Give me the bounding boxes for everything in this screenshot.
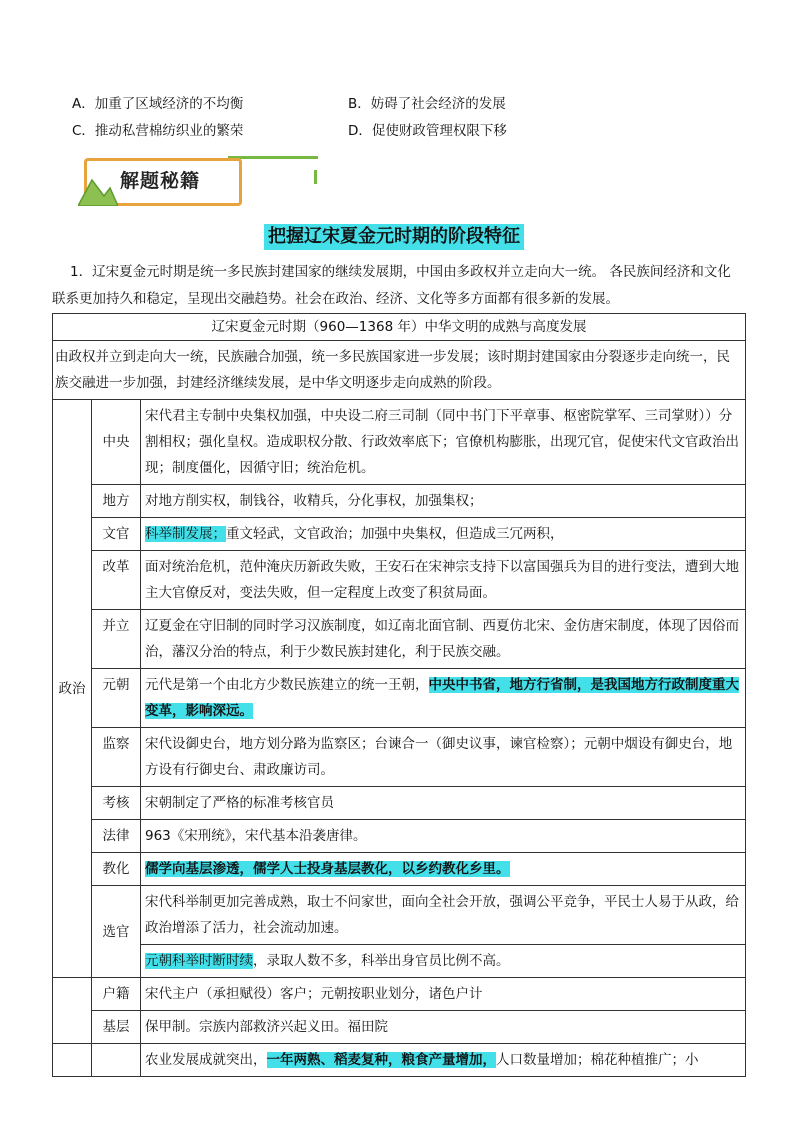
row-label: 基层 (92, 1011, 141, 1044)
mountain-icon (78, 172, 118, 206)
category-empty (53, 1011, 92, 1044)
banner-decoration-line (228, 156, 318, 159)
row-text: 宋代主户（承担赋役）客户；元朝按职业划分，诸色户计 (141, 978, 746, 1011)
row-text-2: 人口数量增加；棉花种植推广；小 (496, 1052, 699, 1068)
row-text: 面对统治危机，范仲淹庆历新政失败，王安石在宋神宗支持下以富国强兵为目的进行变法，遭到大地主大官僚反对，变法失败，但一定程度上改变了积贫局面。 (141, 551, 746, 610)
row-label: 地方 (92, 485, 141, 518)
row-text: 宋代君主专制中央集权加强，中央设二府三司制（同中书门下平章事、枢密院掌军、三司掌财））分割相权；强化皇权。造成职权分散、行政效率底下；官僚机构膨胀，出现冗官，促使宋代文官政治出现；制度僵化，因循守旧；统治危机。 (141, 400, 746, 485)
row-label: 元朝 (92, 669, 141, 728)
table-title-row (53, 314, 746, 341)
intro-paragraph: 1．辽宋夏金元时期是统一多民族封建国家的继续发展期，中国由多政权并立走向大一统。 各民族间经济和文化联系更加持久和稳定，呈现出交融趋势。社会在政治、经济、文化等多方面都有很多新的发展。 (52, 264, 731, 307)
table-summary-row (53, 341, 746, 400)
table-row (53, 787, 746, 820)
highlight: 中央中书省，地方行省制，是我国地方行政制度重大变革，影响深远。 (145, 677, 739, 719)
highlight: 一年两熟、稻麦复种，粮食产量增加， (266, 1052, 496, 1068)
option-c: C．推动私营棉纺织业的繁荣 (72, 123, 244, 139)
row-label: 选官 (92, 886, 141, 978)
row-label: 教化 (92, 853, 141, 886)
row-label: 考核 (92, 787, 141, 820)
option-b: B．妨碍了社会经济的发展 (348, 96, 506, 112)
table-row (53, 1011, 746, 1044)
row-text-2 (141, 945, 745, 977)
table-title: 辽宋夏金元时期（960—1368 年）中华文明的成熟与高度发展 (53, 314, 746, 341)
features-table (52, 313, 746, 1077)
row-text: 宋朝制定了严格的标准考核官员 (141, 787, 746, 820)
table-row (53, 518, 746, 551)
table-row (53, 485, 746, 518)
table-row (53, 1044, 746, 1077)
row-text-container (141, 1044, 746, 1077)
row-text-container (141, 853, 746, 886)
row-label: 改革 (92, 551, 141, 610)
row-text: 辽夏金在守旧制的同时学习汉族制度，如辽南北面官制、西夏仿北宋、金仿唐宋制度，体现了因俗而治，藩汉分治的特点，利于少数民族封建化，利于民族交融。 (141, 610, 746, 669)
highlight: 儒学向基层渗透，儒学人士投身基层教化，以乡约教化乡里。 (145, 861, 510, 877)
table-row (53, 978, 746, 1011)
option-d: D．促使财政管理权限下移 (348, 123, 507, 139)
row-label: 文官 (92, 518, 141, 551)
category-empty (53, 978, 92, 1011)
banner-decoration-mark (314, 170, 317, 184)
row-text: 重文轻武，文官政治；加强中央集权，但造成三冗两积， (226, 526, 564, 542)
section-banner (78, 154, 244, 204)
row-text: ，录取人数不多，科举出身官员比例不高。 (253, 953, 510, 969)
row-text: 宋代科举制更加完善成熟，取士不问家世，面向全社会开放，强调公平竞争，平民士人易于从政，给政治增添了活力，社会流动加速。 (141, 886, 745, 945)
row-text: 宋代设御史台，地方划分路为监察区；台谏合一（御史议事，谏官检察）；元朝中烟设有御史台，地方设有行御史台、肃政廉访司。 (141, 728, 746, 787)
table-row (53, 853, 746, 886)
row-label (92, 1044, 141, 1077)
highlight: 元朝科举时断时续 (145, 953, 253, 969)
table-summary: 由政权并立到走向大一统，民族融合加强，统一多民族国家进一步发展；该时期封建国家由分裂逐步走向统一，民族交融进一步加强，封建经济继续发展，是中华文明逐步走向成熟的阶段。 (53, 341, 746, 400)
row-label: 中央 (92, 400, 141, 485)
row-text: 保甲制。宗族内部救济兴起义田。福田院 (141, 1011, 746, 1044)
row-label: 并立 (92, 610, 141, 669)
banner-title: 解题秘籍 (120, 170, 201, 192)
row-text: 对地方削实权，制钱谷，收精兵，分化事权，加强集权； (141, 485, 746, 518)
category-empty (53, 1044, 92, 1077)
table-row (53, 400, 746, 485)
table-row (53, 551, 746, 610)
row-text: 963《宋刑统》，宋代基本沿袭唐律。 (141, 820, 746, 853)
row-label: 法律 (92, 820, 141, 853)
row-text-container (141, 518, 746, 551)
table-row (53, 610, 746, 669)
table-row (53, 669, 746, 728)
row-label: 监察 (92, 728, 141, 787)
row-text-container (141, 886, 746, 978)
highlight: 科举制发展； (145, 526, 226, 542)
section-heading: 把握辽宋夏金元时期的阶段特征 (264, 224, 524, 250)
table-row (53, 886, 746, 978)
category-politics: 政治 (53, 400, 92, 978)
table-row (53, 728, 746, 787)
row-text: 农业发展成就突出， (145, 1052, 267, 1068)
row-text-container (141, 669, 746, 728)
row-label: 户籍 (92, 978, 141, 1011)
table-row (53, 820, 746, 853)
option-a: A．加重了区域经济的不均衡 (72, 96, 244, 112)
row-text: 元代是第一个由北方少数民族建立的统一王朝， (145, 677, 429, 693)
